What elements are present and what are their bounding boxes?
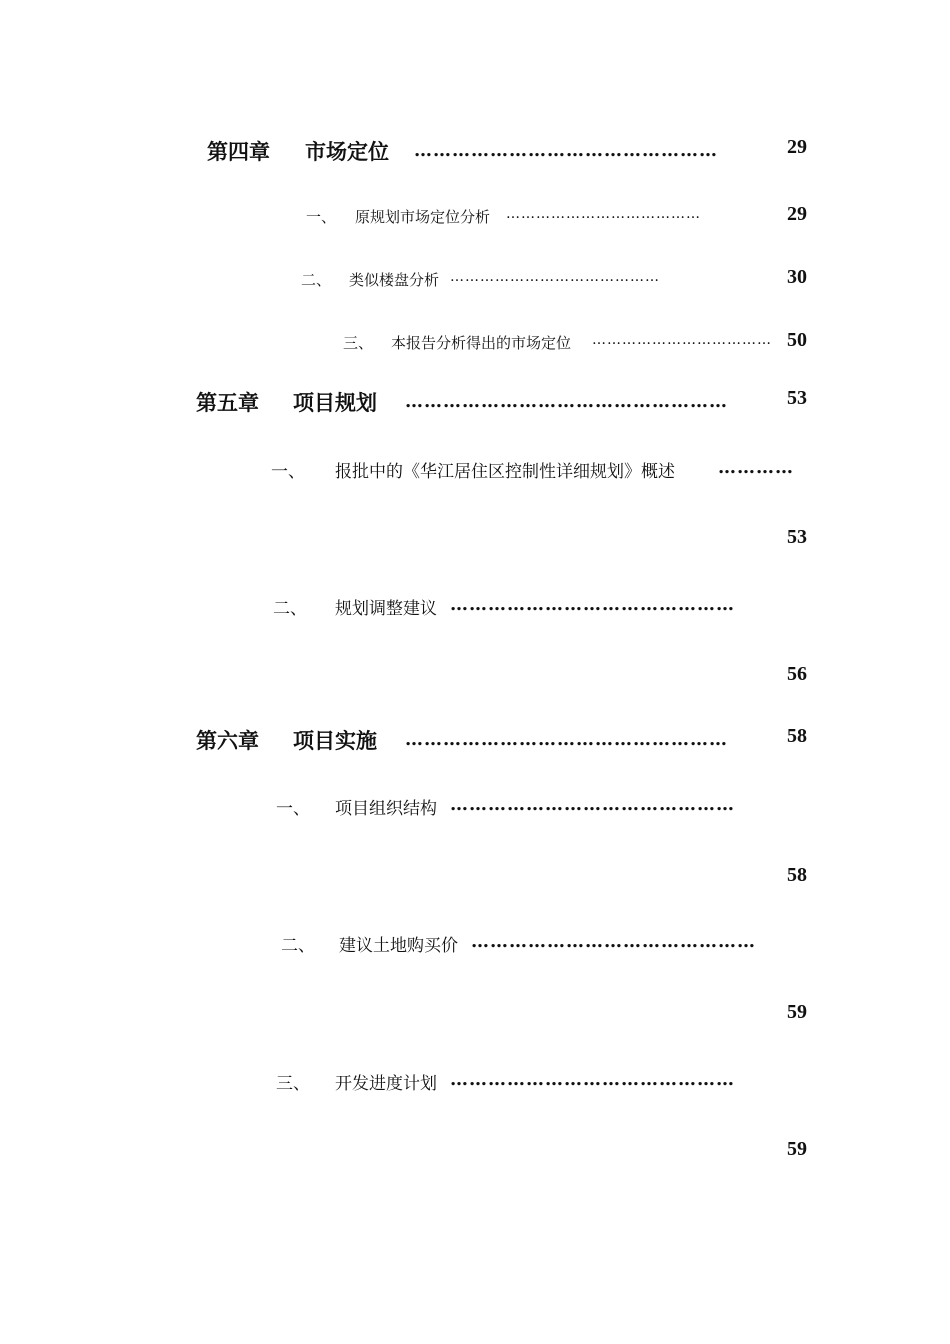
toc-section-5-2 (0, 592, 950, 618)
toc-section-6-3 (0, 1067, 950, 1093)
chapter-title: 项目规划 (293, 390, 377, 415)
dot-leader: ……………………………… (592, 332, 772, 348)
section-number: 二、 (273, 599, 307, 619)
dot-leader: ……………………………………… (471, 931, 756, 952)
section-title: 开发进度计划 (335, 1074, 437, 1094)
chapter-number: 第四章 (207, 139, 270, 164)
section-number: 二、 (281, 936, 315, 956)
page-number: 50 (787, 329, 807, 351)
page-number: 53 (787, 387, 807, 409)
toc-section-6-3-page (0, 1138, 950, 1166)
dot-leader: ………………………………… (506, 206, 701, 222)
toc-chapter-6 (0, 725, 950, 755)
page-number: 29 (787, 203, 807, 225)
section-title: 本报告分析得出的市场定位 (391, 334, 572, 352)
toc-section-5-1 (0, 455, 950, 481)
page-number: 53 (787, 526, 807, 548)
toc-section-4-2 (0, 266, 950, 292)
section-title: 类似楼盘分析 (349, 271, 440, 289)
page-number: 30 (787, 266, 807, 288)
page-number: 29 (787, 136, 807, 158)
section-title: 原规划市场定位分析 (355, 208, 491, 226)
section-number: 三、 (343, 334, 374, 352)
toc-section-5-1-page (0, 526, 950, 554)
dot-leader: ………………………………………… (414, 140, 718, 161)
section-number: 一、 (271, 462, 305, 482)
dot-leader: …………………………………………… (405, 729, 728, 750)
section-title: 规划调整建议 (335, 599, 437, 619)
section-number: 一、 (276, 799, 310, 819)
chapter-title: 项目实施 (293, 728, 377, 753)
dot-leader: ……………………………………… (450, 794, 735, 815)
toc-section-6-1 (0, 792, 950, 818)
chapter-title: 市场定位 (305, 139, 389, 164)
toc-section-5-2-page (0, 663, 950, 691)
toc-chapter-5 (0, 387, 950, 417)
chapter-number: 第五章 (196, 390, 259, 415)
toc-chapter-4 (0, 136, 950, 166)
toc-section-6-1-page (0, 864, 950, 892)
dot-leader: ……………………………………… (450, 1069, 735, 1090)
page-number: 56 (787, 663, 807, 685)
dot-leader: …………………………………………… (405, 391, 728, 412)
dot-leader: ……………………………………… (450, 594, 735, 615)
page-number: 59 (787, 1001, 807, 1023)
page-number: 58 (787, 725, 807, 747)
section-title: 建议土地购买价 (339, 936, 458, 956)
toc-section-4-3 (0, 329, 950, 355)
chapter-number: 第六章 (196, 728, 259, 753)
section-number: 二、 (301, 271, 332, 289)
toc-section-4-1 (0, 203, 950, 229)
section-number: 三、 (276, 1074, 310, 1094)
toc-section-6-2-page (0, 1001, 950, 1029)
toc-section-6-2 (0, 929, 950, 955)
section-title: 项目组织结构 (335, 799, 437, 819)
page-number: 58 (787, 864, 807, 886)
dot-leader: ………… (718, 457, 794, 478)
section-title: 报批中的《华江居住区控制性详细规划》概述 (335, 462, 675, 482)
section-number: 一、 (306, 208, 337, 226)
page-number: 59 (787, 1138, 807, 1160)
dot-leader: …………………………………… (450, 269, 660, 285)
